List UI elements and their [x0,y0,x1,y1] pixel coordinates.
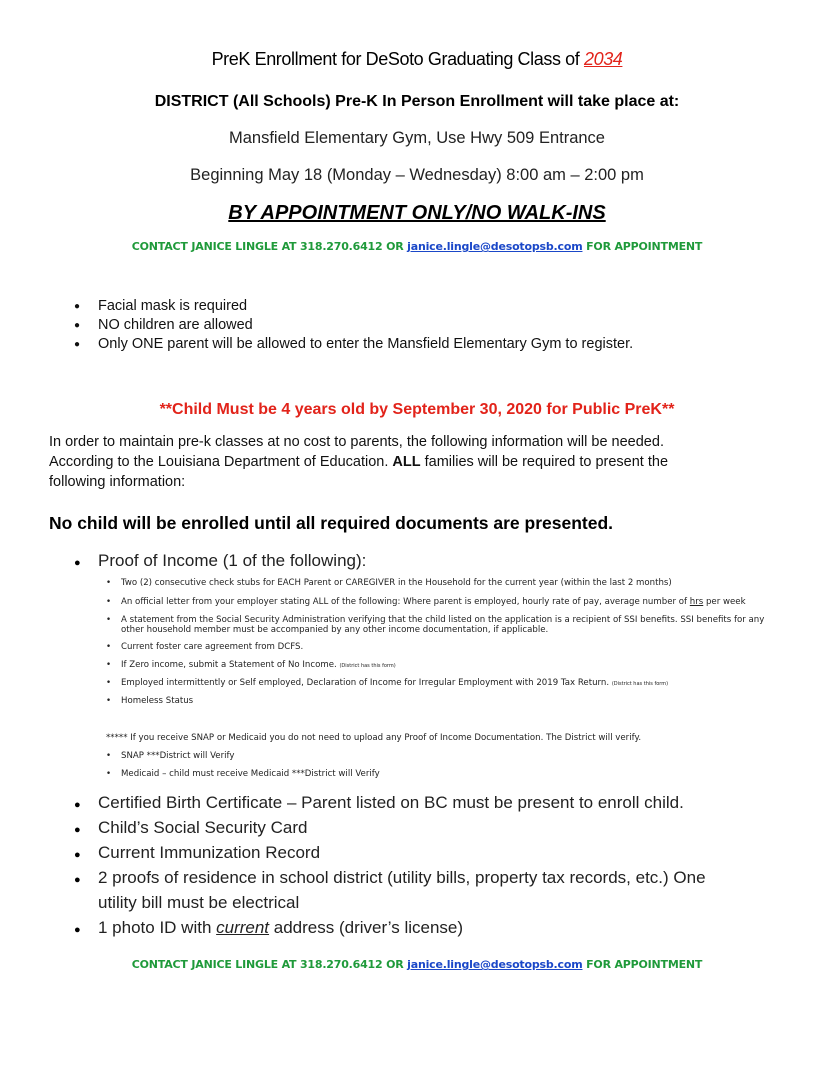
enrollment-location: Mansfield Elementary Gym, Use Hwy 509 Entrance [229,129,605,147]
bullet-dot-icon: ● [74,924,81,936]
document-residence: 2 proofs of residence in school district (utility bills, property tax records, etc.) One [98,868,706,887]
rule-item: ● Only ONE parent will be allowed to enter the Mansfield Elementary Gym to register. [74,335,633,354]
rule-item: ● NO children are allowed [74,316,633,335]
snap-medicaid-note: ***** If you receive SNAP or Medicaid you do not need to upload any Proof of Income Documentation. The District will verify. [106,733,642,743]
bullet-dot-icon: ● [74,799,81,811]
appointment-notice: BY APPOINTMENT ONLY/NO WALK-INS [228,202,606,224]
required-documents-warning: No child will be enrolled until all required documents are presented. [49,513,613,533]
document-social-security: Child’s Social Security Card [98,818,308,837]
age-requirement: **Child Must be 4 years old by September 30, 2020 for Public PreK** [159,401,675,418]
bullet-dot-icon: ● [74,824,81,836]
document-residence-continued: utility bill must be electrical [98,893,300,912]
contact-line-top: CONTACT JANICE LINGLE AT 318.270.6412 OR janice.lingle@desotopsb.com FOR APPOINTMENT [131,240,703,253]
income-heading: Proof of Income (1 of the following): [98,551,367,570]
document-immunization: Current Immunization Record [98,843,321,862]
enrollment-dates: Beginning May 18 (Monday – Wednesday) 8:00 am – 2:00 pm [190,166,644,184]
district-heading: DISTRICT (All Schools) Pre-K In Person Enrollment will take place at: [154,93,680,110]
bullet-dot-icon: ● [74,557,81,569]
intro-paragraph: In order to maintain pre-k classes at no cost to parents, the following information will be needed. According to the Louisiana Department of Education. ALL families will be required to present the following information: [49,434,669,490]
document-photo-id: 1 photo ID with current address (driver’s license) [98,918,464,937]
bullet-dot-icon: ● [74,849,81,861]
contact-email-link-bottom[interactable]: janice.lingle@desotopsb.com [407,958,583,971]
contact-line-bottom: CONTACT JANICE LINGLE AT 318.270.6412 OR janice.lingle@desotopsb.com FOR APPOINTMENT [131,958,703,971]
rule-item: ● Facial mask is required [74,297,633,316]
graduating-year: 2034 [583,49,623,69]
page-title: PreK Enrollment for DeSoto Graduating Class of 2034 [211,49,623,69]
document-birth-certificate: Certified Birth Certificate – Parent listed on BC must be present to enroll child. [98,793,684,812]
visit-rules-list [74,297,633,354]
bullet-dot-icon: ● [74,874,81,886]
contact-email-link-top[interactable]: janice.lingle@desotopsb.com [407,240,583,253]
